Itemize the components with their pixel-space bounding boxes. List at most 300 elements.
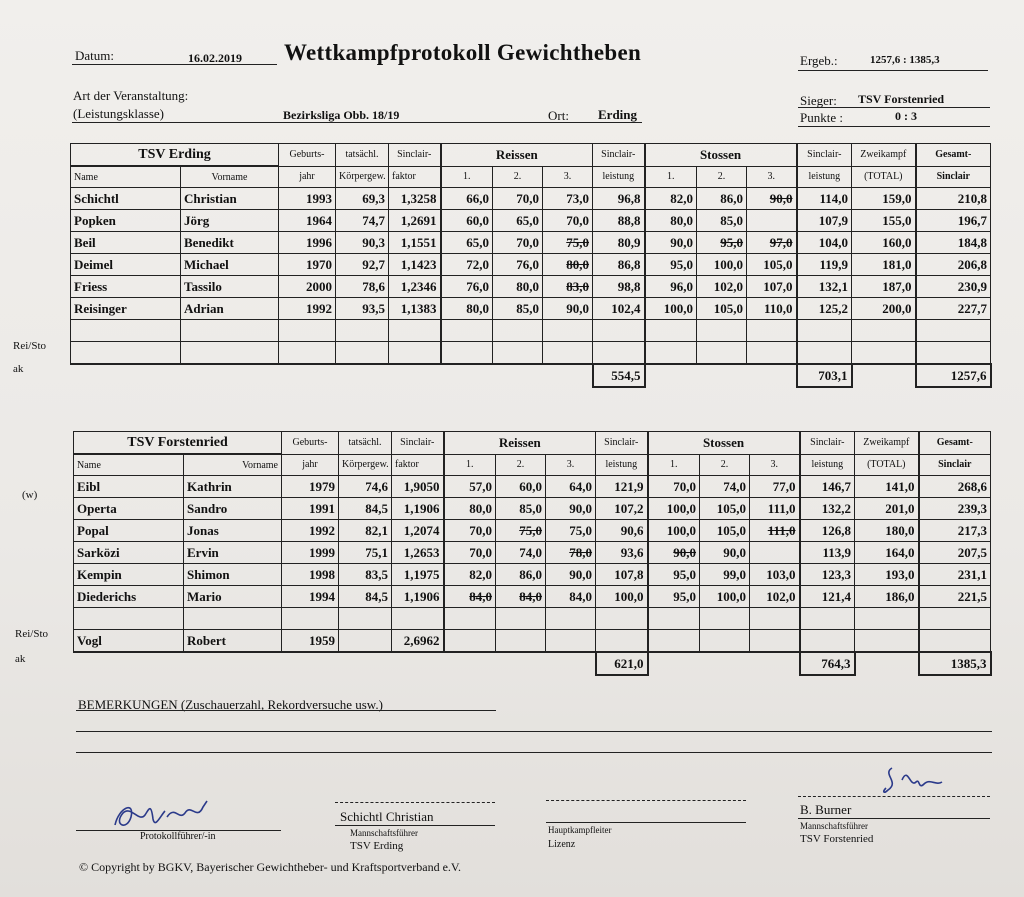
cell-total: 186,0 (855, 586, 919, 608)
copyright: © Copyright by BGKV, Bayerischer Gewichtheber- und Kraftsportverband e.V. (79, 860, 462, 874)
cell-faktor: 1,2346 (389, 276, 441, 298)
mf2-name: B. Burner (800, 802, 852, 817)
cell-r1: 82,0 (444, 564, 496, 586)
cell-r1: 57,0 (444, 476, 496, 498)
table-row (71, 298, 991, 320)
col-name: Name (71, 166, 181, 188)
col-gesamt: Gesamt- (919, 432, 991, 455)
team2-name: TSV Forstenried (74, 432, 282, 455)
cell-ss: 132,1 (797, 276, 852, 298)
cell-total: 193,0 (855, 564, 919, 586)
cell-s3: 111,0 (750, 520, 800, 542)
table-row (74, 476, 991, 498)
mf2-dashed (798, 796, 990, 797)
cell-s1: 90,0 (648, 542, 700, 564)
cell-vorname: Benedikt (181, 232, 279, 254)
cell-faktor: 1,2691 (389, 210, 441, 232)
col-s1: 1. (645, 166, 697, 188)
cell-name: Friess (71, 276, 181, 298)
cell-ss: 104,0 (797, 232, 852, 254)
cell-r3: 90,0 (546, 564, 596, 586)
cell-total: 201,0 (855, 498, 919, 520)
cell-r2: 70,0 (493, 232, 543, 254)
margin-reisto-2: Rei/Sto (15, 628, 49, 640)
cell-vorname: Christian (181, 188, 279, 210)
cell-gesamt: 196,7 (916, 210, 991, 232)
cell-faktor: 1,2074 (392, 520, 444, 542)
signature-protokoll (105, 795, 225, 835)
cell-name: Deimel (71, 254, 181, 276)
col-s1: 1. (648, 454, 700, 476)
col-tats: tatsächl. (339, 432, 392, 455)
cell-r2: 70,0 (493, 188, 543, 210)
cell-kg: 74,7 (336, 210, 389, 232)
cell-r1: 80,0 (444, 498, 496, 520)
cell-rs: 96,8 (593, 188, 645, 210)
col-gesamt: Gesamt- (916, 144, 991, 167)
cell-name: Popken (71, 210, 181, 232)
remarks-line-1[interactable] (76, 731, 992, 732)
cell-jahr: 1991 (282, 498, 339, 520)
cell-r2: 65,0 (493, 210, 543, 232)
col-sinclair-total: Sinclair (919, 454, 991, 476)
cell-kg: 92,7 (336, 254, 389, 276)
cell-vorname: Tassilo (181, 276, 279, 298)
cell-gesamt: 239,3 (919, 498, 991, 520)
col-faktor: faktor (392, 454, 444, 476)
cell-kg: 82,1 (339, 520, 392, 542)
team2-empty-row (74, 608, 991, 630)
cell-r1: 80,0 (441, 298, 493, 320)
cell-kg: 93,5 (336, 298, 389, 320)
cell-r3: 78,0 (546, 542, 596, 564)
team2-reserve-row (74, 630, 991, 653)
cell-r3: 80,0 (543, 254, 593, 276)
cell-r2: 80,0 (493, 276, 543, 298)
cell-s1: 95,0 (645, 254, 697, 276)
margin-reisto-1: Rei/Sto (13, 340, 47, 352)
cell-vorname: Michael (181, 254, 279, 276)
cell-vorname: Mario (184, 586, 282, 608)
cell-gesamt: 184,8 (916, 232, 991, 254)
cell-total: 200,0 (852, 298, 916, 320)
cell-faktor: 1,1423 (389, 254, 441, 276)
cell-kg: 83,5 (339, 564, 392, 586)
page-title: Wettkampfprotokoll Gewichtheben (284, 40, 642, 65)
reserve-vorname: Robert (184, 630, 282, 653)
mf2-team: TSV Forstenried (800, 833, 874, 845)
col-reissen: Reissen (441, 144, 593, 167)
cell-total: 160,0 (852, 232, 916, 254)
col-leistung-r: leistung (593, 166, 645, 188)
team1-sum-stossen: 703,1 (797, 364, 852, 387)
cell-rs: 90,6 (596, 520, 648, 542)
table-row (71, 210, 991, 232)
col-sinclair-r: Sinclair- (593, 144, 645, 167)
cell-ss: 114,0 (797, 188, 852, 210)
points-label: Punkte : (800, 110, 843, 125)
cell-r2: 75,0 (496, 520, 546, 542)
points-underline (798, 126, 990, 127)
cell-r1: 72,0 (441, 254, 493, 276)
table-row (71, 276, 991, 298)
col-s2: 2. (700, 454, 750, 476)
col-sinclair-s: Sinclair- (800, 432, 855, 455)
points-value: 0 : 3 (895, 109, 917, 123)
cell-s2: 105,0 (700, 520, 750, 542)
cell-s1: 82,0 (645, 188, 697, 210)
date-label: Datum: (75, 48, 114, 63)
cell-r1: 70,0 (444, 520, 496, 542)
cell-kg: 84,5 (339, 586, 392, 608)
cell-r3: 75,0 (543, 232, 593, 254)
cell-faktor: 1,1975 (392, 564, 444, 586)
cell-s3 (747, 210, 797, 232)
cell-s3: 77,0 (750, 476, 800, 498)
cell-s2: 100,0 (700, 586, 750, 608)
cell-r1: 65,0 (441, 232, 493, 254)
cell-s1: 100,0 (648, 498, 700, 520)
col-r3: 3. (546, 454, 596, 476)
mf2-label: Mannschaftsführer (800, 821, 868, 831)
cell-s2: 99,0 (700, 564, 750, 586)
cell-ss: 107,9 (797, 210, 852, 232)
cell-r3: 83,0 (543, 276, 593, 298)
cell-total: 164,0 (855, 542, 919, 564)
table-row (74, 542, 991, 564)
cell-jahr: 1970 (279, 254, 336, 276)
team2-sum-gesamt: 1385,3 (919, 652, 991, 675)
team1-table (70, 143, 992, 388)
hk-label: Hauptkampfleiter (548, 825, 612, 835)
cell-r1: 76,0 (441, 276, 493, 298)
cell-rs: 107,2 (596, 498, 648, 520)
cell-r3: 75,0 (546, 520, 596, 542)
cell-rs: 98,8 (593, 276, 645, 298)
cell-r3: 70,0 (543, 210, 593, 232)
col-vorname: Vorname (181, 166, 279, 188)
cell-ss: 123,3 (800, 564, 855, 586)
col-reissen: Reissen (444, 432, 596, 455)
cell-vorname: Ervin (184, 542, 282, 564)
cell-rs: 80,9 (593, 232, 645, 254)
margin-w: (w) (22, 489, 38, 501)
cell-name: Kempin (74, 564, 184, 586)
cell-r2: 85,0 (493, 298, 543, 320)
margin-ak-1: ak (13, 363, 24, 375)
cell-vorname: Kathrin (184, 476, 282, 498)
cell-name: Schichtl (71, 188, 181, 210)
cell-r2: 86,0 (496, 564, 546, 586)
cell-jahr: 1993 (279, 188, 336, 210)
cell-ss: 146,7 (800, 476, 855, 498)
cell-rs: 107,8 (596, 564, 648, 586)
col-r1: 1. (444, 454, 496, 476)
cell-rs: 100,0 (596, 586, 648, 608)
cell-r2: 74,0 (496, 542, 546, 564)
event-label: Art der Veranstaltung: (73, 88, 189, 103)
cell-gesamt: 217,3 (919, 520, 991, 542)
cell-total: 181,0 (852, 254, 916, 276)
cell-gesamt: 207,5 (919, 542, 991, 564)
winner-value: TSV Forstenried (858, 92, 945, 106)
winner-underline (798, 107, 990, 108)
col-stossen: Stossen (648, 432, 800, 455)
cell-s3: 110,0 (747, 298, 797, 320)
cell-gesamt: 230,9 (916, 276, 991, 298)
cell-gesamt: 206,8 (916, 254, 991, 276)
cell-s2: 85,0 (697, 210, 747, 232)
cell-s3: 102,0 (750, 586, 800, 608)
cell-s1: 70,0 (648, 476, 700, 498)
hk-line (546, 822, 746, 823)
col-jahr: jahr (279, 166, 336, 188)
col-geburts: Geburts- (282, 432, 339, 455)
cell-name: Popal (74, 520, 184, 542)
cell-jahr: 1979 (282, 476, 339, 498)
date-underline (72, 64, 277, 65)
cell-jahr: 1994 (282, 586, 339, 608)
cell-jahr: 1998 (282, 564, 339, 586)
col-jahr: jahr (282, 454, 339, 476)
table-row (74, 564, 991, 586)
cell-faktor: 1,1906 (392, 498, 444, 520)
col-sinclair: Sinclair- (389, 144, 441, 167)
cell-rs: 88,8 (593, 210, 645, 232)
mf2-underline (798, 818, 990, 819)
cell-name: Beil (71, 232, 181, 254)
event-sub-label: (Leistungsklasse) (73, 106, 164, 121)
cell-rs: 93,6 (596, 542, 648, 564)
col-total: (TOTAL) (852, 166, 916, 188)
mf1-underline (335, 825, 495, 826)
cell-kg: 90,3 (336, 232, 389, 254)
col-s3: 3. (750, 454, 800, 476)
cell-gesamt: 231,1 (919, 564, 991, 586)
table-row (71, 254, 991, 276)
cell-s1: 100,0 (645, 298, 697, 320)
cell-kg: 84,5 (339, 498, 392, 520)
cell-s3: 97,0 (747, 232, 797, 254)
winner-label: Sieger: (800, 93, 837, 108)
cell-kg: 75,1 (339, 542, 392, 564)
cell-r2: 60,0 (496, 476, 546, 498)
col-r3: 3. (543, 166, 593, 188)
mf1-label: Mannschaftsführer (350, 828, 418, 838)
cell-s2: 105,0 (700, 498, 750, 520)
cell-name: Eibl (74, 476, 184, 498)
cell-name: Operta (74, 498, 184, 520)
mf1-line (335, 802, 495, 803)
table-row (74, 520, 991, 542)
cell-gesamt: 268,6 (919, 476, 991, 498)
reserve-faktor: 2,6962 (392, 630, 444, 653)
cell-s2: 102,0 (697, 276, 747, 298)
place-label: Ort: (548, 108, 569, 123)
cell-total: 187,0 (852, 276, 916, 298)
cell-vorname: Shimon (184, 564, 282, 586)
cell-total: 141,0 (855, 476, 919, 498)
col-zweikampf: Zweikampf (852, 144, 916, 167)
col-zweikampf: Zweikampf (855, 432, 919, 455)
cell-name: Sarközi (74, 542, 184, 564)
cell-faktor: 1,1551 (389, 232, 441, 254)
cell-s3: 111,0 (750, 498, 800, 520)
cell-s3: 105,0 (747, 254, 797, 276)
col-r1: 1. (441, 166, 493, 188)
col-name: Name (74, 454, 184, 476)
table-row (74, 498, 991, 520)
cell-s3 (750, 542, 800, 564)
cell-r1: 70,0 (444, 542, 496, 564)
cell-ss: 113,9 (800, 542, 855, 564)
margin-ak-2: ak (15, 653, 26, 665)
cell-name: Reisinger (71, 298, 181, 320)
cell-s2: 86,0 (697, 188, 747, 210)
cell-faktor: 1,2653 (392, 542, 444, 564)
cell-jahr: 1996 (279, 232, 336, 254)
cell-vorname: Jonas (184, 520, 282, 542)
cell-gesamt: 221,5 (919, 586, 991, 608)
team1-empty-row-2 (71, 342, 991, 365)
cell-gesamt: 210,8 (916, 188, 991, 210)
remarks-line-2[interactable] (76, 752, 992, 753)
cell-faktor: 1,9050 (392, 476, 444, 498)
place-value: Erding (598, 107, 638, 122)
cell-r3: 84,0 (546, 586, 596, 608)
team2-sum-stossen: 764,3 (800, 652, 855, 675)
cell-jahr: 1964 (279, 210, 336, 232)
cell-gesamt: 227,7 (916, 298, 991, 320)
cell-total: 155,0 (852, 210, 916, 232)
cell-ss: 121,4 (800, 586, 855, 608)
cell-s3: 103,0 (750, 564, 800, 586)
cell-total: 159,0 (852, 188, 916, 210)
cell-s1: 95,0 (648, 586, 700, 608)
cell-s2: 95,0 (697, 232, 747, 254)
cell-name: Diederichs (74, 586, 184, 608)
cell-ss: 126,8 (800, 520, 855, 542)
cell-r1: 66,0 (441, 188, 493, 210)
col-sinclair: Sinclair- (392, 432, 444, 455)
hk-sub: Lizenz (548, 839, 576, 850)
cell-s2: 105,0 (697, 298, 747, 320)
cell-r2: 85,0 (496, 498, 546, 520)
cell-r3: 64,0 (546, 476, 596, 498)
cell-s1: 95,0 (648, 564, 700, 586)
col-s2: 2. (697, 166, 747, 188)
cell-rs: 121,9 (596, 476, 648, 498)
cell-s3: 90,0 (747, 188, 797, 210)
cell-s1: 80,0 (645, 210, 697, 232)
cell-r3: 90,0 (543, 298, 593, 320)
remarks-label: BEMERKUNGEN (Zuschauerzahl, Rekordversuche usw.) (78, 697, 383, 712)
team1-sum-reissen: 554,5 (593, 364, 645, 387)
col-sinclair-r: Sinclair- (596, 432, 648, 455)
cell-kg: 78,6 (336, 276, 389, 298)
cell-jahr: 1999 (282, 542, 339, 564)
col-kg: Körpergew. (339, 454, 392, 476)
team1-sum-gesamt: 1257,6 (916, 364, 991, 387)
cell-faktor: 1,1906 (392, 586, 444, 608)
reserve-name: Vogl (74, 630, 184, 653)
col-total: (TOTAL) (855, 454, 919, 476)
col-geburts: Geburts- (279, 144, 336, 167)
col-sinclair-total: Sinclair (916, 166, 991, 188)
cell-jahr: 1992 (282, 520, 339, 542)
cell-vorname: Adrian (181, 298, 279, 320)
result-value: 1257,6 : 1385,3 (870, 54, 940, 66)
cell-vorname: Jörg (181, 210, 279, 232)
cell-ss: 125,2 (797, 298, 852, 320)
cell-kg: 69,3 (336, 188, 389, 210)
cell-r1: 60,0 (441, 210, 493, 232)
event-value: Bezirksliga Obb. 18/19 (283, 108, 400, 122)
col-r2: 2. (493, 166, 543, 188)
cell-r2: 84,0 (496, 586, 546, 608)
cell-jahr: 2000 (279, 276, 336, 298)
col-kg: Körpergew. (336, 166, 389, 188)
table-row (71, 188, 991, 210)
col-leistung-s: leistung (800, 454, 855, 476)
cell-rs: 86,8 (593, 254, 645, 276)
cell-s2: 74,0 (700, 476, 750, 498)
col-tats: tatsächl. (336, 144, 389, 167)
cell-faktor: 1,3258 (389, 188, 441, 210)
cell-s2: 90,0 (700, 542, 750, 564)
cell-r3: 90,0 (546, 498, 596, 520)
cell-s2: 100,0 (697, 254, 747, 276)
cell-faktor: 1,1383 (389, 298, 441, 320)
col-leistung-r: leistung (596, 454, 648, 476)
cell-jahr: 1992 (279, 298, 336, 320)
team1-name: TSV Erding (71, 144, 279, 167)
col-leistung-s: leistung (797, 166, 852, 188)
cell-kg: 74,6 (339, 476, 392, 498)
col-stossen: Stossen (645, 144, 797, 167)
team2-table (73, 431, 992, 676)
col-s3: 3. (747, 166, 797, 188)
cell-s3: 107,0 (747, 276, 797, 298)
result-label: Ergeb.: (800, 53, 838, 68)
cell-r3: 73,0 (543, 188, 593, 210)
mf1-name: Schichtl Christian (340, 809, 434, 824)
cell-total: 180,0 (855, 520, 919, 542)
date-value: 16.02.2019 (188, 51, 242, 65)
remarks-underline (76, 710, 496, 711)
col-r2: 2. (496, 454, 546, 476)
protokoll-label: Protokollführer/-in (140, 831, 216, 842)
team1-empty-row-1 (71, 320, 991, 342)
cell-rs: 102,4 (593, 298, 645, 320)
reserve-jahr: 1959 (282, 630, 339, 653)
hk-dashed (546, 800, 746, 801)
cell-ss: 132,2 (800, 498, 855, 520)
col-sinclair-s: Sinclair- (797, 144, 852, 167)
cell-s1: 96,0 (645, 276, 697, 298)
cell-s1: 90,0 (645, 232, 697, 254)
table-row (74, 586, 991, 608)
col-faktor: faktor (389, 166, 441, 188)
team2-sum-reissen: 621,0 (596, 652, 648, 675)
col-vorname: Vorname (184, 454, 282, 476)
cell-r2: 76,0 (493, 254, 543, 276)
table-row (71, 232, 991, 254)
mf1-team: TSV Erding (350, 840, 404, 852)
cell-ss: 119,9 (797, 254, 852, 276)
result-underline (798, 70, 988, 71)
cell-s1: 100,0 (648, 520, 700, 542)
